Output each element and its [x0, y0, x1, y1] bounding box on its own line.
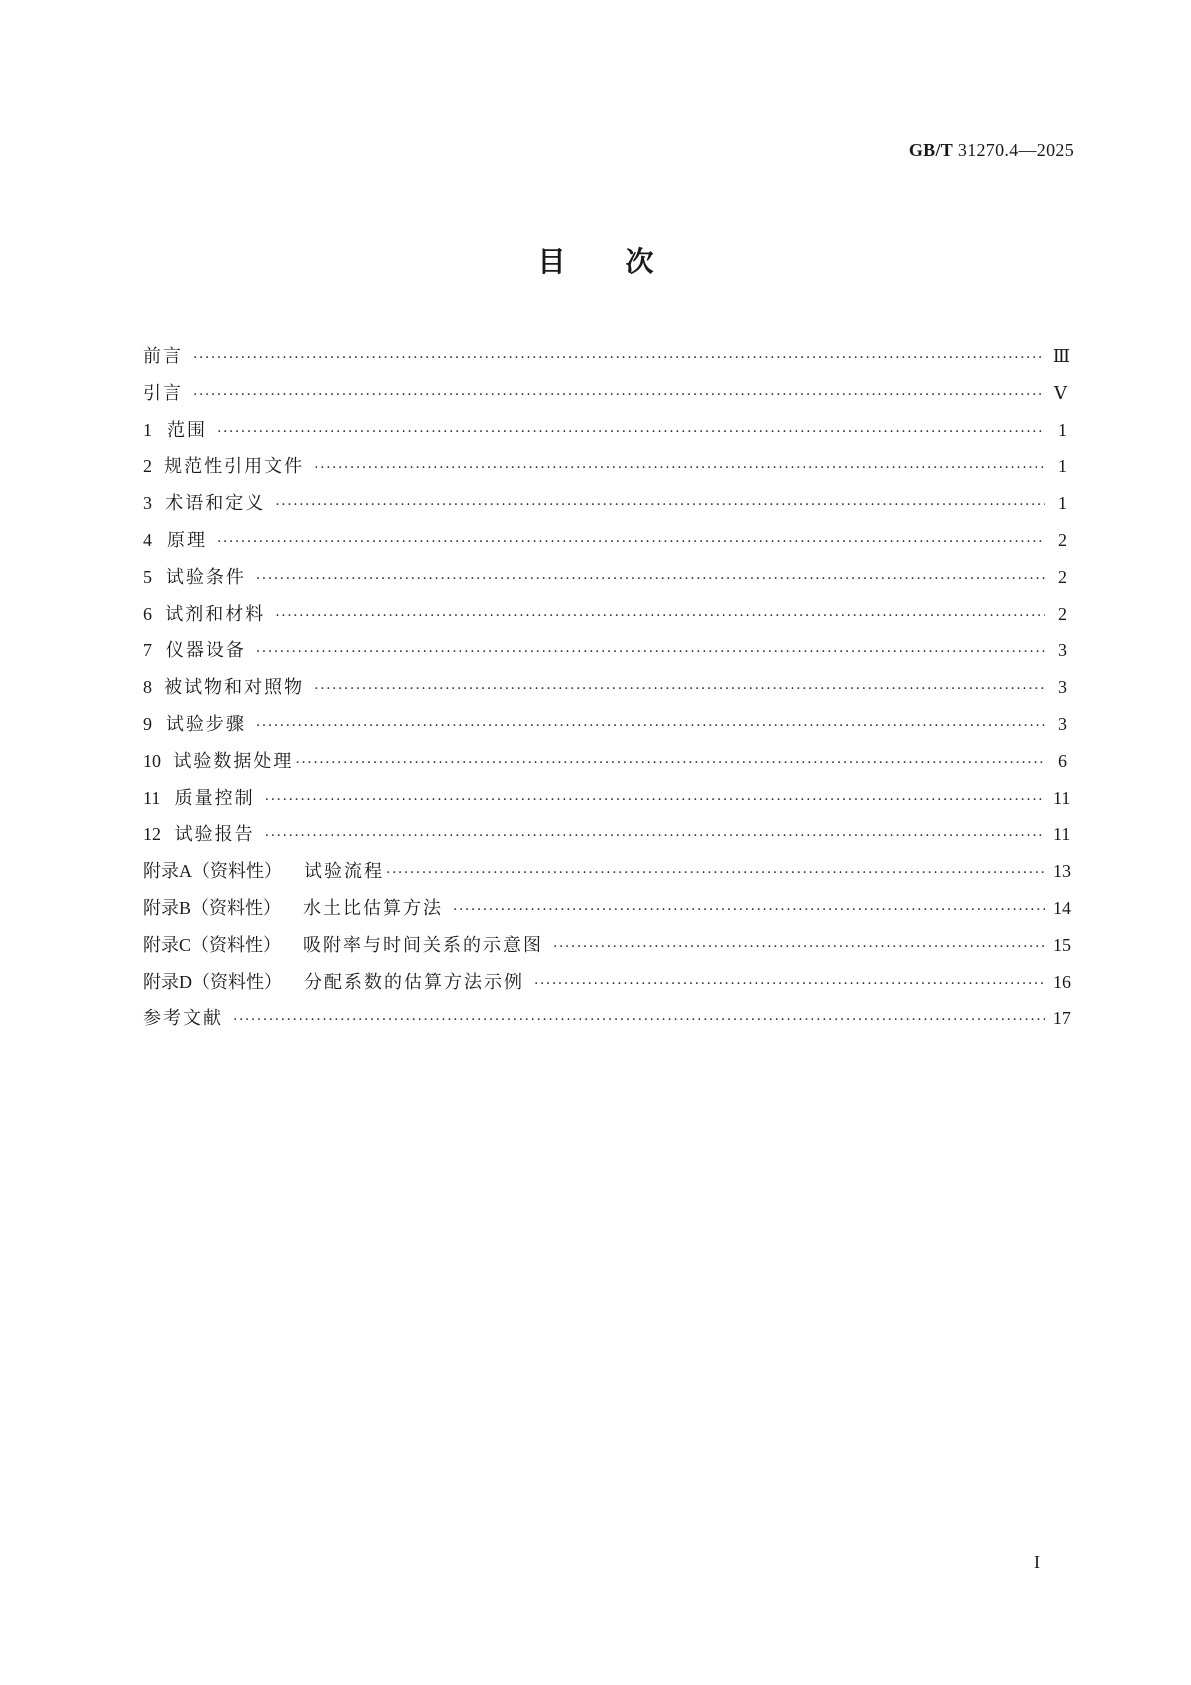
- toc-entry-number: 5: [143, 566, 152, 587]
- toc-entry-page: 11: [1053, 824, 1071, 845]
- toc-entry-normative-references[interactable]: [143, 448, 1067, 485]
- toc-entry-page: 13: [1053, 861, 1071, 882]
- toc-entry-label: 术语和定义: [165, 493, 266, 515]
- toc-leader-dots: [217, 414, 1045, 451]
- toc-entry-annex-a[interactable]: [143, 853, 1071, 890]
- toc-entry-scope[interactable]: [143, 412, 1067, 449]
- toc-entry-number: 4: [143, 529, 152, 550]
- toc-entry-label: 范围: [167, 419, 207, 441]
- page-number: I: [1034, 1552, 1040, 1572]
- toc-entry-page: 15: [1053, 934, 1071, 955]
- toc-entry-page: Ⅲ: [1052, 346, 1071, 366]
- toc-leader-dots: [386, 855, 1045, 892]
- toc-entry-number: 附录D（资料性）: [143, 971, 282, 992]
- toc-entry-label: 试验流程: [304, 861, 384, 883]
- toc-entry-number: 附录B（资料性）: [143, 897, 282, 918]
- toc-entry-page: 1: [1058, 456, 1067, 477]
- toc-entry-label: 规范性引用文件: [164, 456, 305, 478]
- toc-list: [143, 338, 1071, 1037]
- toc-entry-test-conditions[interactable]: [143, 559, 1067, 596]
- toc-entry-number: 12: [143, 824, 161, 845]
- toc-entry-page: 3: [1058, 640, 1067, 661]
- toc-entry-label: 前言: [143, 346, 183, 367]
- toc-leader-dots: [233, 1002, 1045, 1039]
- toc-leader-dots: [275, 487, 1045, 524]
- toc-entry-bibliography[interactable]: [143, 1000, 1071, 1037]
- toc-entry-test-report[interactable]: [143, 816, 1071, 853]
- toc-entry-label: 试剂和材料: [165, 603, 266, 625]
- toc-leader-dots: [534, 966, 1045, 1003]
- toc-entry-number: 6: [143, 603, 152, 624]
- toc-entry-label: 试验报告: [174, 824, 255, 846]
- toc-entry-principle[interactable]: [143, 522, 1067, 559]
- toc-entry-label: 水土比估算方法: [303, 897, 444, 919]
- toc-entry-annex-d[interactable]: [143, 964, 1071, 1001]
- toc-entry-annex-c[interactable]: [143, 927, 1071, 964]
- toc-entry-number: 2: [143, 456, 152, 477]
- toc-entry-label: 试验条件: [165, 566, 246, 588]
- toc-entry-quality-control[interactable]: [143, 780, 1071, 817]
- toc-entry-foreword[interactable]: [143, 338, 1071, 375]
- toc-leader-dots: [553, 929, 1045, 966]
- toc-entry-number: 10: [143, 750, 161, 771]
- toc-entry-label: 吸附率与时间关系的示意图: [303, 934, 544, 956]
- toc-entry-page: 3: [1058, 713, 1067, 734]
- toc-entry-number: 附录C（资料性）: [143, 934, 282, 955]
- toc-leader-dots: [314, 450, 1045, 487]
- toc-entry-page: 2: [1058, 603, 1067, 624]
- toc-entry-label: 引言: [143, 382, 183, 404]
- toc-entry-number: 3: [143, 493, 152, 514]
- standard-number: 31270.4—2025: [957, 140, 1074, 160]
- toc-leader-dots: [256, 634, 1045, 671]
- toc-entry-label: 被试物和对照物: [164, 677, 305, 699]
- toc-entry-test-procedure[interactable]: [143, 706, 1067, 743]
- toc-entry-instruments[interactable]: [143, 632, 1067, 669]
- toc-entry-label: 仪器设备: [165, 640, 246, 662]
- toc-leader-dots: [256, 561, 1045, 598]
- toc-entry-page: 1: [1058, 493, 1067, 514]
- toc-leader-dots: [193, 377, 1045, 414]
- toc-entry-page: Ⅴ: [1054, 382, 1067, 403]
- toc-leader-dots: [265, 818, 1045, 855]
- toc-entry-number: 7: [143, 640, 152, 661]
- toc-entry-page: 2: [1058, 566, 1067, 587]
- toc-entry-test-substances[interactable]: [143, 669, 1067, 706]
- toc-leader-dots: [275, 598, 1045, 635]
- toc-entry-page: 17: [1052, 1008, 1071, 1029]
- toc-leader-dots: [265, 782, 1045, 819]
- toc-entry-introduction[interactable]: [143, 375, 1067, 412]
- toc-entry-data-processing[interactable]: [143, 743, 1067, 780]
- toc-entry-number: 9: [143, 713, 152, 734]
- toc-entry-page: 16: [1053, 971, 1071, 992]
- toc-entry-number: 8: [143, 677, 152, 698]
- toc-entry-label: 原理: [167, 529, 207, 551]
- toc-entry-page: 11: [1053, 787, 1071, 808]
- standard-prefix: GB/T: [908, 140, 954, 160]
- toc-leader-dots: [295, 745, 1045, 782]
- toc-leader-dots: [453, 892, 1045, 929]
- toc-entry-page: 14: [1053, 897, 1071, 918]
- toc-entry-number: 11: [143, 787, 161, 808]
- toc-entry-number: 附录A（资料性）: [143, 861, 282, 882]
- toc-entry-page: 6: [1058, 750, 1067, 771]
- toc-entry-label: 参考文献: [143, 1008, 223, 1030]
- toc-entry-page: 2: [1058, 529, 1067, 550]
- toc-leader-dots: [256, 708, 1045, 745]
- toc-entry-annex-b[interactable]: [143, 890, 1071, 927]
- toc-leader-dots: [217, 524, 1045, 561]
- standard-code: [909, 140, 1074, 161]
- toc-entry-terms-definitions[interactable]: [143, 485, 1067, 522]
- toc-entry-reagents-materials[interactable]: [143, 596, 1067, 633]
- toc-entry-label: 分配系数的估算方法示例: [304, 971, 524, 993]
- toc-leader-dots: [193, 340, 1045, 377]
- toc-entry-label: 质量控制: [174, 787, 255, 809]
- toc-entry-page: 1: [1058, 419, 1067, 440]
- toc-title: 目次: [537, 245, 714, 278]
- toc-entry-page: 3: [1058, 677, 1067, 698]
- toc-leader-dots: [314, 671, 1045, 708]
- toc-entry-label: 试验步骤: [165, 713, 246, 735]
- toc-entry-label: 试验数据处理: [173, 750, 294, 772]
- toc-entry-number: 1: [143, 419, 152, 440]
